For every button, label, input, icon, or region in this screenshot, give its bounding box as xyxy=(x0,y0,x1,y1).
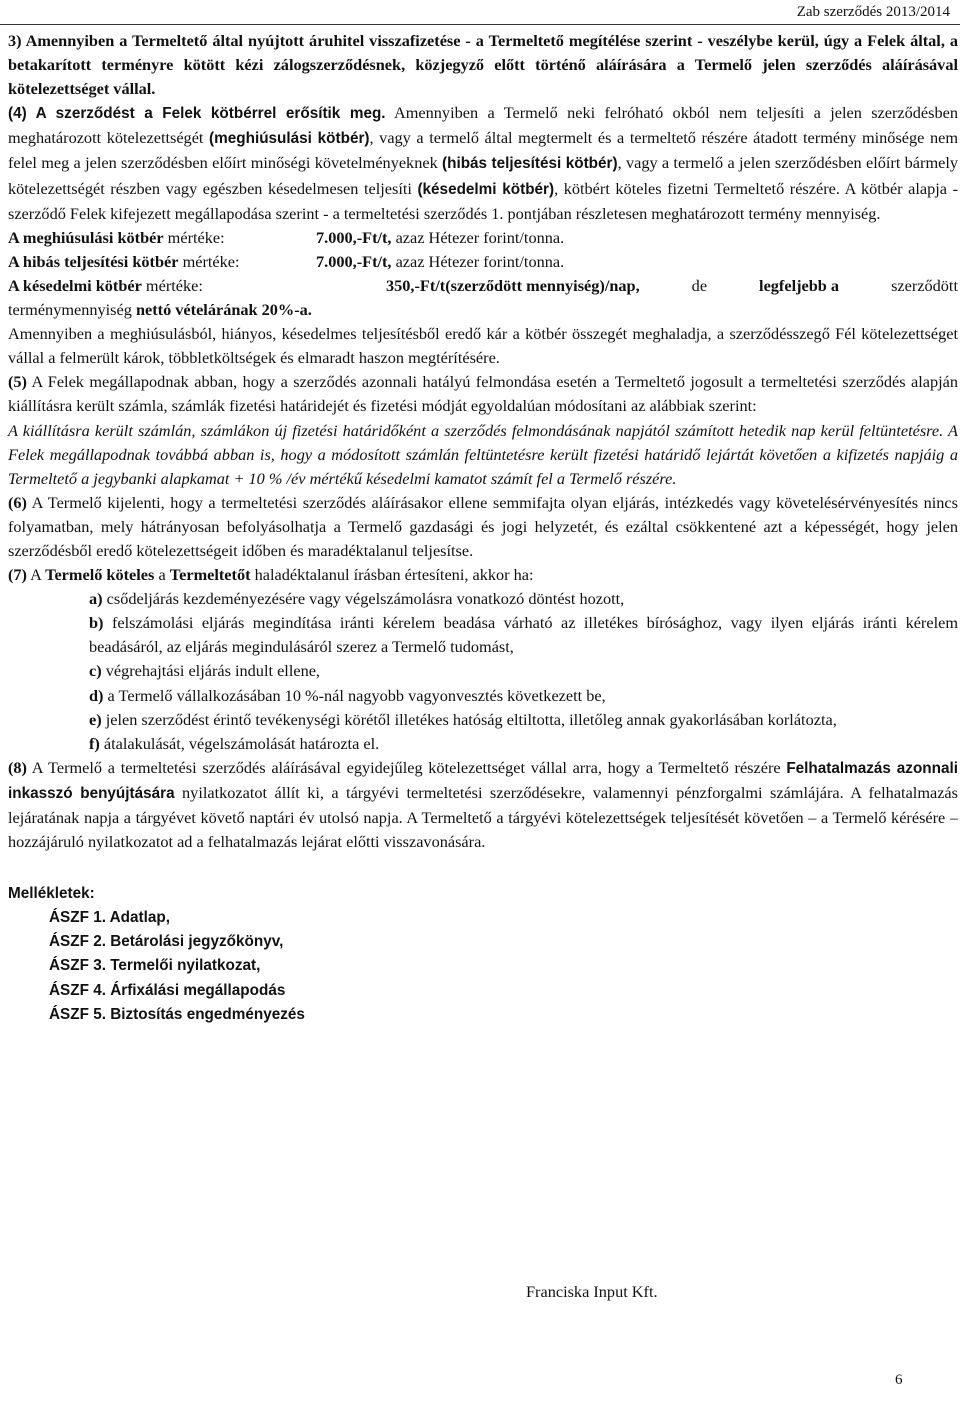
paragraph-5-italic xyxy=(8,419,958,491)
penalty-kesedelmi xyxy=(8,274,958,322)
penalty-hibas-text: mértéke: xyxy=(178,251,240,271)
penalty-meghiusulasi-label xyxy=(8,226,316,250)
list-item-text: átalakulását, végelszámolását határozta el. xyxy=(99,733,380,753)
penalty-hibas-words: azaz Hétezer forint/tonna. xyxy=(391,251,565,271)
penalty-hibas-value xyxy=(316,250,564,274)
penalty-kesedelmi-line2-bold: nettó vételárának 20%-a. xyxy=(135,300,312,320)
penalty-hibas-bold: A hibás teljesítési kötbér xyxy=(8,251,179,271)
paragraph-5-italic-text: A kiállításra került számlán, számlákon új fizetési határidőként a szerződés felmondásának napjától számított hetedik nap kerül feltüntetésre. A Felek megállapodnak továbbá abban is, hogy a módosított számlán feltüntetésre került fizetési határidő lejártát követően a kifizetés napjáig a Termeltető a jegybanki alapkamat + 10 % /év mértékű késedelmi kamatot számít fel a Termelő részére. xyxy=(8,420,958,488)
paragraph-4-heading: (4) A szerződést a Felek kötbérrel erősítik meg. xyxy=(8,105,386,123)
annex-item: ÁSZF 1. Adatlap, xyxy=(49,909,170,927)
paragraph-8 xyxy=(8,756,958,854)
list-item-text: felszámolási eljárás megindítása iránti kérelem beadása várható az illetékes bírósághoz, vagy ilyen eljárás iránti kérelem beadásáról, az eljárás megindulásáról szerez a Termelő tudomást, xyxy=(89,613,958,657)
page-number: 6 xyxy=(895,1372,903,1388)
paragraph-5-text: A Felek megállapodnak abban, hogy a szerződés azonnali hatályú felmondása esetén a Termeltető jogosult a termeltetési szerződés alapján kiállításra került számla, számlák fizetési határidejét és fizetési módját egyoldalúan módosítani az alábbiak szerint: xyxy=(8,372,958,416)
paragraph-7-text-2: a xyxy=(154,565,170,585)
paragraph-8-text-1: A Termelő a termeltetési szerződés aláírásával egyidejűleg kötelezettséget vállal arra, hogy a Termeltető részére xyxy=(26,757,787,777)
list-item xyxy=(89,587,958,611)
paragraph-8-bold: Felhatalmazás azonnali inkasszó benyújtására xyxy=(8,759,958,802)
paragraph-4-bold-1: (meghiúsulási kötbér) xyxy=(209,130,370,148)
list-item-label: f) xyxy=(89,733,100,753)
penalty-kesedelmi-line1 xyxy=(8,274,958,298)
penalty-meghiusulasi-value xyxy=(316,226,564,250)
list-item xyxy=(89,732,958,756)
list-item-text: jelen szerződést érintő tevékenységi körétől illetékes hatóság eltiltotta, illetőleg annak gyakorlásában korlátozta, xyxy=(101,709,837,729)
paragraph-4-bold-2: (hibás teljesítési kötbér) xyxy=(442,155,618,173)
paragraph-7-number: (7) xyxy=(8,565,27,585)
page-header xyxy=(0,0,960,25)
list-item-label: e) xyxy=(89,709,102,729)
paragraph-4-text-2: , vagy a termelő által megtermelt és a termeltető részére átadott termény minősége nem felel meg a jelen szerződésben előírt minőségi követelményeknek xyxy=(8,128,958,173)
penalty-meghiusulasi-words: azaz Hétezer forint/tonna. xyxy=(391,227,565,247)
signature: Franciska Input Kft. xyxy=(526,1282,658,1301)
list-item-text: csődeljárás kezdeményezésére vagy végelszámolásra vonatkozó döntést hozott, xyxy=(102,589,625,609)
paragraph-7-text-1: A xyxy=(26,565,46,585)
paragraph-4-text-1: Amennyiben a Termelő neki felróható okból nem teljesíti a jelen szerződésben meghatározott kötelezettségét xyxy=(8,103,958,148)
penalty-meghiusulasi-amount: 7.000,-Ft/t, xyxy=(316,227,392,247)
paragraph-7-bold-2: Termeltetőt xyxy=(169,565,251,585)
penalty-kesedelmi-bold: A késedelmi kötbér xyxy=(8,275,142,295)
paragraph-6-number: (6) xyxy=(8,492,27,512)
paragraph-8-number: (8) xyxy=(8,757,27,777)
list-item-text: a Termelő vállalkozásában 10 %-nál nagyobb vagyonvesztés következett be, xyxy=(103,685,606,705)
paragraph-3-text: 3) Amennyiben a Termeltető által nyújtott áruhitel visszafizetése - a Termeltető megítélése szerint - veszélybe kerül, úgy a Felek által, a betakarított terményre kötött kézi zálogszerződésnek, közjegyző előtt történő aláírására a Termelő jelen szerződés aláírásával kötelezettséget vállal. xyxy=(8,31,958,99)
document-body xyxy=(8,29,958,1027)
list-item xyxy=(89,708,958,732)
paragraph-7-text-3: haladéktalanul írásban értesíteni, akkor ha: xyxy=(250,565,534,585)
annex-item: ÁSZF 2. Betárolási jegyzőkönyv, xyxy=(49,933,284,951)
penalty-kesedelmi-amount: 350,-Ft/t(szerződött mennyiség)/nap, xyxy=(386,275,640,295)
annex-item: ÁSZF 3. Termelői nyilatkozat, xyxy=(49,957,261,975)
paragraph-5-number: (5) xyxy=(8,372,27,392)
list-item xyxy=(89,611,958,659)
list-item xyxy=(89,684,958,708)
list-item-label: a) xyxy=(89,589,103,609)
paragraph-4 xyxy=(8,101,958,225)
paragraph-3 xyxy=(8,29,958,101)
annex-item: ÁSZF 5. Biztosítás engedményezés xyxy=(49,1005,305,1023)
penalty-kesedelmi-rest: szerződött xyxy=(891,275,958,295)
paragraph-4-text-4: , kötbért köteles fizetni Termeltető részére. A kötbér alapja - szerződő Felek kifejezett megállapodása szerint - a termeltetési szerződés 1. pontjában részletesen meghatározott termény mennyiség. xyxy=(8,178,958,223)
penalty-meghiusulasi xyxy=(8,226,958,250)
header-title: Zab szerződés 2013/2014 xyxy=(796,4,950,20)
penalty-meghiusulasi-text: mértéke: xyxy=(163,227,225,247)
penalty-kesedelmi-text: mértéke: xyxy=(141,275,203,295)
penalty-kesedelmi-label xyxy=(8,274,334,298)
list-item-text: végrehajtási eljárás indult ellene, xyxy=(101,661,321,681)
list-item xyxy=(89,659,958,683)
paragraph-6 xyxy=(8,491,958,563)
penalty-hibas xyxy=(8,250,958,274)
penalty-kesedelmi-de: de xyxy=(691,275,708,295)
paragraph-4-text-3: , vagy a termelő a jelen szerződésben előírt bármely kötelezettségét részben vagy egészben késedelmesen teljesíti xyxy=(8,153,958,198)
paragraph-5 xyxy=(8,370,958,418)
list-item-label: c) xyxy=(89,661,102,681)
list-item-label: d) xyxy=(89,685,104,705)
penalty-kesedelmi-line2 xyxy=(8,298,958,322)
paragraph-4-bold-3: (késedelmi kötbér) xyxy=(417,180,555,198)
annex-item: ÁSZF 4. Árfixálási megállapodás xyxy=(49,981,286,999)
penalty-kesedelmi-line2-text: terménymennyiség xyxy=(8,300,136,320)
penalty-meghiusulasi-bold: A meghiúsulási kötbér xyxy=(8,227,164,247)
penalty-hibas-label xyxy=(8,250,316,274)
paragraph-7 xyxy=(8,563,958,587)
paragraph-6-text: A Termelő kijelenti, hogy a termeltetési szerződés aláírásakor ellene semmifajta olyan eljárás, intézkedés vagy követelésérvényesítés nincs folyamatban, mely hátrányosan befolyásolhatja a Termelő gazdasági és jogi helyzetét, és ezáltal csökkentené azt a képességét, hogy jelen szerződésből eredő kötelezettségeit időben és maradéktalanul teljesítse. xyxy=(8,492,958,560)
penalty-kesedelmi-legfeljebb: legfeljebb a xyxy=(759,275,840,295)
paragraph-7-bold-1: Termelő köteles xyxy=(45,565,155,585)
list-item-label: b) xyxy=(89,613,104,633)
paragraph-8-text-2: nyilatkozatot állít ki, a tárgyévi termeltetési szerződésekre, valamennyi pénzforgalmi számlájára. A felhatalmazás lejáratának napja a tárgyévet követő naptári év utolsó napja. A Termeltető a tárgyévi kötelezettségek teljesítését követően – a Termelő kérésére – hozzájáruló nyilatkozatot ad a felhatalmazás lejárat előtti visszavonására. xyxy=(8,782,958,852)
paragraph-4b: Amennyiben a meghiúsulásból, hiányos, késedelmes teljesítésből eredő kár a kötbér összegét meghaladja, a szerződésszegő Fél kötelezettséget vállal a felmerült károk, többletköltségek és elmaradt haszon megtérítésére. xyxy=(8,324,958,368)
annex-title: Mellékletek: xyxy=(8,885,95,903)
penalty-hibas-amount: 7.000,-Ft/t, xyxy=(316,251,392,271)
